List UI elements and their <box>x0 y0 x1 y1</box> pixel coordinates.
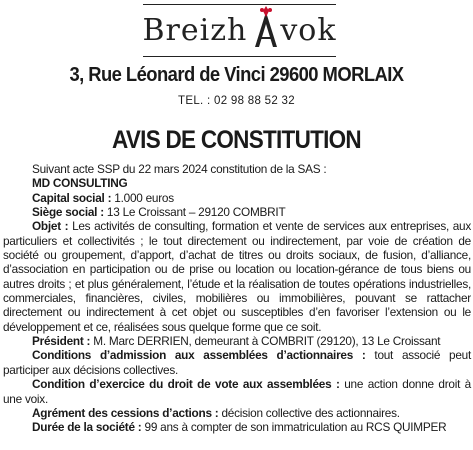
objet-value: Les activités de consulting, formation et vente de services aux entreprises, aux particuliers et collectivités ; le tout directement ou indirectement, par voie de création de société ou groupement, d’apport, d’achat de titres ou droits sociaux, de fusion, d’alliance, d’association en participation ou de prise ou location ou location-gérance de tous biens ou autres droits ; et plus généralement, l’étude et la réalisation de toutes opérations industrielles, commerciales, financières, civiles, mobilières ou immobilières, pouvant se rattacher directement ou indirectement à cet objet ou susceptibles d’en favoriser l’extension ou le développement et ce, réalisées sous quelque forme que ce soit. <box>3 219 472 334</box>
intro-line: Suivant acte SSP du 22 mars 2024 constitution de la SAS : <box>32 162 327 176</box>
duree-line <box>3 420 471 434</box>
logo-text-left: Breizh <box>142 13 248 48</box>
objet-paragraph <box>3 219 471 334</box>
president-line <box>3 334 471 348</box>
cessions-label: Agrément des cessions d’actions : <box>32 405 219 420</box>
notice-title: AVIS DE CONSTITUTION <box>112 126 361 154</box>
admission-paragraph <box>3 348 471 377</box>
vote-label: Condition d’exercice du droit de vote aux assemblées : <box>32 377 340 392</box>
logo-a-ermine-icon <box>253 18 279 48</box>
capital-line <box>3 191 471 205</box>
capital-label: Capital social : <box>32 190 112 205</box>
publisher-phone: TEL. : 02 98 88 52 32 <box>178 95 295 107</box>
logo-wordmark <box>142 13 336 48</box>
capital-value: 1.000 euros <box>111 190 174 205</box>
vote-value: une action donne droit à une voix. <box>3 377 471 406</box>
cessions-value: décision collective des actionnaires. <box>218 405 400 420</box>
admission-value: tout associé peut participer aux décisions collectives. <box>3 348 471 377</box>
company-name-line <box>3 176 471 190</box>
company-name: MD CONSULTING <box>32 176 128 191</box>
duree-label: Durée de la société : <box>32 420 142 435</box>
admission-label: Conditions d’admission aux assemblées d’actionnaires : <box>32 348 366 363</box>
president-value: M. Marc DERRIEN, demeurant à COMBRIT (29120), 13 Le Croissant <box>90 334 441 349</box>
vote-paragraph <box>3 377 471 406</box>
notice-body <box>3 162 471 435</box>
breizh-avok-logo <box>143 4 336 57</box>
cessions-line <box>3 406 471 420</box>
objet-label: Objet : <box>32 219 69 234</box>
logo-text-right: vok <box>280 13 337 48</box>
siege-value: 13 Le Croissant – 29120 COMBRIT <box>103 205 286 220</box>
siege-line <box>3 205 471 219</box>
publisher-address: 3, Rue Léonard de Vinci 29600 MORLAIX <box>69 64 404 86</box>
duree-value: 99 ans à compter de son immatriculation au RCS QUIMPER <box>141 420 447 435</box>
president-label: Président : <box>32 334 91 349</box>
siege-label: Siège social : <box>32 205 104 220</box>
